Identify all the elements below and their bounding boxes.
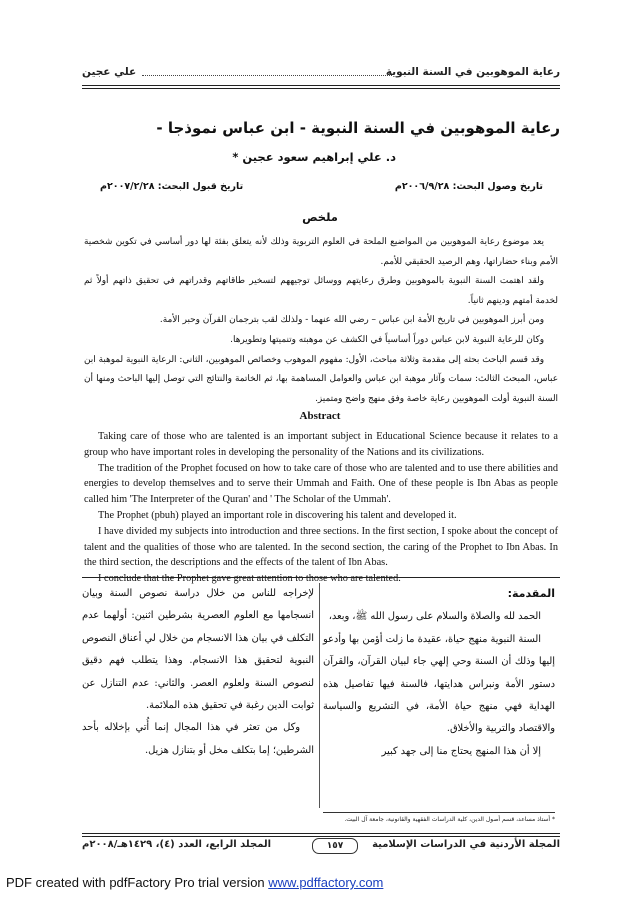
footer-rule-thin (82, 836, 560, 837)
pdf-watermark-text: PDF created with pdfFactory Pro trial version (6, 875, 269, 890)
accepted-date: تاريخ قبول البحث: ٢٠٠٧/٢/٢٨م (100, 181, 244, 192)
received-date: تاريخ وصول البحث: ٢٠٠٦/٩/٢٨م (394, 181, 543, 192)
pdf-watermark (0, 872, 638, 894)
issue-info: المجلد الرابع، العدد (٤)، ١٤٢٩هـ/٢٠٠٨م (82, 839, 272, 850)
body-paragraph: لإخراجه للناس من خلال دراسة نصوص السنة وبيان انسجامها مع العلوم العصرية بشرطين اثنين: أولهما عدم التكلف في بيان هذا الانسجام من خلال لي أعناق النصوص النبوية لتحقيق هذا الانسجام. وهذا يتطلب فهم دقيق لنصوص السنة ولعلوم العصر. والثاني: عدم التنازل عن ثوابت الدين رغبة في تحقيق هذه الملائمة. (82, 588, 314, 712)
arabic-abstract-heading: ملخص (302, 210, 338, 224)
body-column-left (82, 583, 314, 762)
running-header (82, 66, 560, 84)
running-header-title: رعاية الموهوبين في السنة النبوية (385, 66, 560, 78)
page-number: ١٥٧ (312, 838, 358, 854)
body-paragraph: وكل من تعثر في هذا المجال إنما أُتي بإخلاله بأحد الشرطين؛ إما بتكلف مخل أو بتنازل هزيل. (82, 722, 314, 756)
column-divider (319, 583, 320, 808)
abstract-rule (82, 577, 560, 578)
body-paragraph: السنة النبوية منهج حياة، عقيدة ما زلت أؤمن بها وأدعو إليها وذلك أن السنة وحي إلهي جاء لبيان القرآن، والقرآن دستور الأمة ونبراس هدايتها، فالسنة فيها تفاصيل هذه الهداية فهي منهج حياة الأمة، في التشريع والسياسة والاقتصاد والتربية والأخلاق. (323, 633, 555, 735)
footnote-rule (323, 812, 555, 813)
footnote: * أستاذ مساعد، قسم أصول الدين، كلية الدراسات الفقهية والقانونية، جامعة آل البيت. (344, 816, 555, 823)
arabic-abstract-paragraph: يعد موضوع رعاية الموهوبين من المواضيع الملحة في العلوم التربوية وذلك لأنه يتعلق بفئة لها دور أساسي في تكوين شخصية الأمم وبناء حضاراتها، وهم الرصيد الحقيقي للأمم. (84, 237, 558, 267)
header-rule (82, 85, 560, 86)
english-abstract-heading: Abstract (299, 410, 341, 422)
english-abstract (84, 429, 558, 587)
article-author: د. علي إبراهيم سعود عجين * (232, 150, 396, 164)
article-title: رعاية الموهوبين في السنة النبوية - ابن عباس نموذجا - (156, 119, 560, 137)
footer-rule (82, 833, 560, 834)
english-abstract-paragraph: The tradition of the Prophet focused on how to take care of those who are talented and to use there abilities and energies to develop themselves and to serve their Ummah and Faith. One of these people is Ibn Abas as people called him 'The Interpreter of the Quran' and ' The Scholar of the Ummah'. (84, 462, 558, 506)
pdffactory-link[interactable]: www.pdffactory.com (268, 875, 384, 890)
body-paragraph: إلا أن هذا المنهج يحتاج منا إلى جهد كبير (381, 745, 541, 757)
page-footer (82, 838, 560, 856)
introduction-heading: المقدمة: (507, 587, 555, 600)
arabic-abstract-paragraph: ومن أبرز الموهوبين في تاريخ الأمة ابن عباس – رضي الله عنهما - ولذلك لقب بترجمان القرآن وحبر الأمة. (159, 315, 544, 326)
arabic-abstract-paragraph: ولقد اهتمت السنة النبوية بالموهوبين وطرق رعايتهم ووسائل توجيههم لتسخير طاقاتهم وقدراتهم في تحقيق ذاتهم أولاً ثم لخدمة أمتهم ودينهم ثانياً. (84, 276, 558, 306)
english-abstract-paragraph: Taking care of those who are talented is an important subject in Educational Science because it relates to a group who have important roles in developing the personality of the Nations and its civilizations. (84, 431, 558, 458)
journal-name: المجلة الأردنية في الدراسات الإسلامية (372, 839, 560, 850)
arabic-abstract-paragraph: وقد قسم الباحث بحثه إلى مقدمة وثلاثة مباحث، الأول: مفهوم الموهوب وخصائص الموهوبين، الثاني: الرعاية النبوية لموهبة ابن عباس، المبحث الثالث: سمات وآثار موهبة ابن عباس والعوامل المساهمة بها، ثم الخاتمة والنتائج التي توصل إليها الباحث ومنها أن السنة النبوية أولت الموهوبين رعاية خاصة وفق منهج واضح ومتميز. (84, 354, 558, 404)
body-column-right (323, 583, 555, 763)
running-header-leader (142, 75, 392, 76)
english-abstract-paragraph: The Prophet (pbuh) played an important role in discovering his talent and developed it. (98, 509, 457, 521)
body-paragraph: الحمد لله والصلاة والسلام على رسول الله ﷺ، وبعد، (328, 611, 541, 623)
english-abstract-paragraph: I have divided my subjects into introduction and three sections. In the first section, I spoke about the concept of talent and the qualities of those who are talented. In the second section, the caring of the Prophet to Ibn Abas. In the third section, the descriptions and the effects of the talent of Ibn Abas. (84, 525, 558, 569)
english-abstract-paragraph: I conclude that the Prophet gave great attention to those who are talented. (98, 573, 401, 585)
header-rule-thin (82, 88, 560, 89)
running-header-author: علي عجين (82, 66, 137, 78)
arabic-abstract (84, 233, 558, 409)
arabic-abstract-paragraph: وكان للرعاية النبوية لابن عباس دوراً أساسياً في الكشف عن موهبته وتنميتها وتطويرها. (230, 334, 544, 345)
